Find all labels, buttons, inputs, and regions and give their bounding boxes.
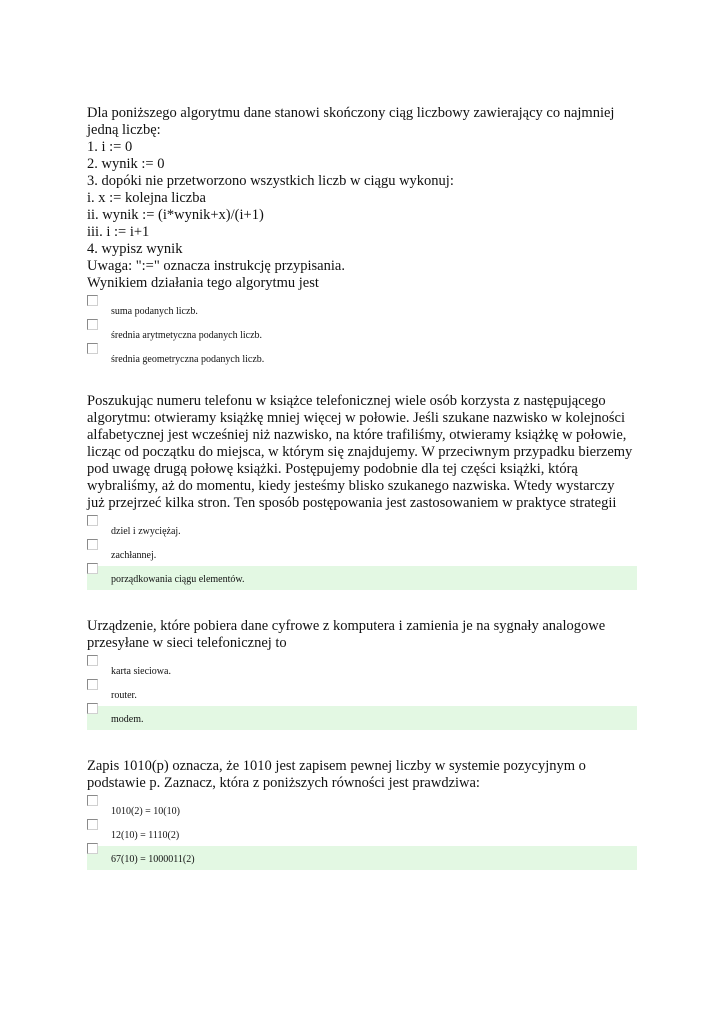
option-label: porządkowania ciągu elementów. — [111, 574, 245, 585]
checkbox[interactable] — [87, 795, 98, 806]
option-label: średnia arytmetyczna podanych liczb. — [111, 330, 263, 341]
checkbox[interactable] — [87, 295, 98, 306]
checkbox[interactable] — [87, 539, 98, 550]
option-label: 1010(2) = 10(10) — [111, 806, 180, 817]
question-2-text: Poszukując numeru telefonu w książce telefonicznej wiele osób korzysta z następującego algorytmu: otwieramy książkę mniej więcej w połowie. Jeśli szukane nazwisko w kolejności alfabetycznej jest wcześniej niż nazwisko, na które trafiliśmy, otwieramy książkę w połowie, licząc od początku do miejsca, w którym się znajdujemy. W przeciwnym przypadku bierzemy pod uwagę drugą połowę książki. Postępujemy podobnie dla tej części książki, którą wybraliśmy, aż do momentu, kiedy jesteśmy blisko szukanego nazwiska. Wtedy wystarczy już przejrzeć kilka stron. Ten sposób postępowania jest zastosowaniem w praktyce strategii — [87, 393, 633, 511]
question-1-text: Dla poniższego algorytmu dane stanowi skończony ciąg liczbowy zawierający co najmniej jedną liczbę: 1. i := 0 2. wynik := 0 3. dopóki nie przetworzono wszystkich liczb w ciągu wykonuj: i. x := kolejna liczba ii. wynik := (i*wynik+x)/(i+1) iii. i := i+1 4. wypisz wynik Uwaga: ":=" oznacza instrukcję przypisania. Wynikiem działania tego algorytmu jest — [87, 105, 615, 291]
question-4-option-3[interactable] — [87, 846, 637, 870]
option-label: router. — [111, 690, 137, 701]
question-2-option-1[interactable] — [87, 518, 637, 542]
question-1 — [87, 105, 647, 370]
question-1-option-2[interactable] — [87, 322, 637, 346]
option-label: średnia geometryczna podanych liczb. — [111, 354, 265, 365]
question-1-option-3[interactable] — [87, 346, 637, 370]
option-label: 67(10) = 1000011(2) — [111, 854, 195, 865]
question-3 — [87, 618, 647, 730]
option-label: 12(10) = 1110(2) — [111, 830, 180, 841]
question-3-option-3[interactable] — [87, 706, 637, 730]
question-3-option-1[interactable] — [87, 658, 637, 682]
question-2-option-3[interactable] — [87, 566, 637, 590]
question-4-option-2[interactable] — [87, 822, 637, 846]
question-4-option-1[interactable] — [87, 798, 637, 822]
question-3-option-2[interactable] — [87, 682, 637, 706]
checkbox[interactable] — [87, 343, 98, 354]
question-2-option-2[interactable] — [87, 542, 637, 566]
option-label: karta sieciowa. — [111, 666, 171, 677]
option-label: suma podanych liczb. — [111, 306, 198, 317]
checkbox[interactable] — [87, 843, 98, 854]
checkbox[interactable] — [87, 703, 98, 714]
question-2 — [87, 393, 647, 590]
checkbox[interactable] — [87, 515, 98, 526]
question-1-option-1[interactable] — [87, 298, 637, 322]
checkbox[interactable] — [87, 679, 98, 690]
option-label: zachłannej. — [111, 550, 157, 561]
checkbox[interactable] — [87, 563, 98, 574]
question-4 — [87, 758, 647, 870]
checkbox[interactable] — [87, 655, 98, 666]
question-4-text: Zapis 1010(p) oznacza, że 1010 jest zapisem pewnej liczby w systemie pozycyjnym o podstawie p. Zaznacz, która z poniższych równości jest prawdziwa: — [87, 758, 586, 791]
option-label: dziel i zwyciężaj. — [111, 526, 181, 537]
option-label: modem. — [111, 714, 144, 725]
checkbox[interactable] — [87, 319, 98, 330]
checkbox[interactable] — [87, 819, 98, 830]
question-3-text: Urządzenie, które pobiera dane cyfrowe z komputera i zamienia je na sygnały analogowe przesyłane w sieci telefonicznej to — [87, 618, 606, 651]
